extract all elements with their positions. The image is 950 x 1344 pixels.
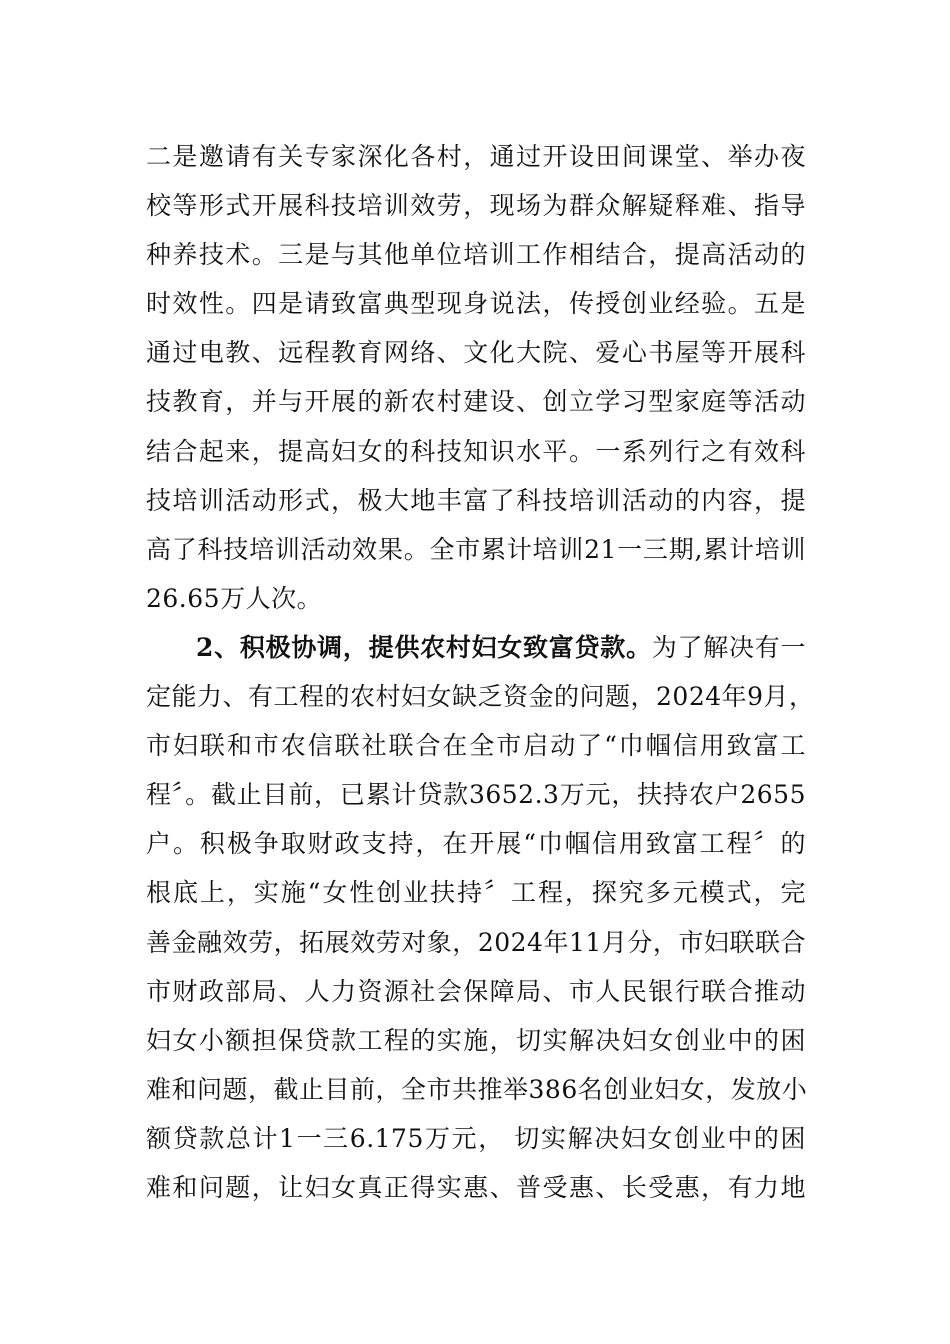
text-line: 根底上，实施“女性创业扶持〞工程，探究多元模式，完: [146, 878, 806, 908]
text-fragment: 为了解决有一: [651, 632, 806, 662]
text-line: 通过电教、远程教育网络、文化大院、爱心书屋等开展科: [146, 338, 806, 368]
text-line: 额贷款总计1一三6.175万元， 切实解决妇女创业中的困: [146, 1123, 806, 1153]
text-line: 市妇联和市农信联社联合在全市启动了“巾帼信用致富工: [146, 731, 806, 761]
paragraph-heading-line: [146, 623, 806, 672]
text-line: 26.65万人次。: [146, 583, 323, 613]
text-line: 妇女小额担保贷款工程的实施，切实解决妇女创业中的困: [146, 1025, 806, 1055]
text-line: 户。积极争取财政支持，在开展“巾帼信用致富工程〞的: [146, 829, 806, 859]
section-heading: 2、积极协调，提供农村妇女致富贷款。: [196, 632, 652, 662]
text-line: 难和问题，截止目前，全市共推举386名创业妇女，发放小: [146, 1074, 808, 1104]
text-line: 难和问题，让妇女真正得实惠、普受惠、长受惠，有力地: [146, 1172, 806, 1202]
text-line: 种养技术。三是与其他单位培训工作相结合，提高活动的: [146, 240, 806, 270]
text-line: 善金融效劳，拓展效劳对象，2024年11月分，市妇联联合: [146, 927, 806, 957]
text-line: 结合起来，提高妇女的科技知识水平。一系列行之有效科: [146, 436, 806, 466]
paragraph-1: [146, 132, 806, 623]
text-line: 校等形式开展科技培训效劳，现场为群众解疑释难、指导: [146, 191, 806, 221]
body-text: [146, 132, 815, 1212]
text-line: 高了科技培训活动效果。全市累计培训21一三期,累计培训: [146, 534, 806, 564]
text-line: 时效性。四是请致富典型现身说法，传授创业经验。五是: [146, 289, 806, 319]
text-line: 定能力、有工程的农村妇女缺乏资金的问题，2024年9月，: [146, 682, 815, 712]
text-line: 技培训活动形式，极大地丰富了科技培训活动的内容，提: [146, 485, 806, 515]
text-line: 程〞。截止目前，已累计贷款3652.3万元，扶持农户2655: [146, 780, 806, 810]
text-line: 二是邀请有关专家深化各村，通过开设田间课堂、举办夜: [146, 142, 806, 171]
text-line: 市财政部局、人力资源社会保障局、市人民银行联合推动: [146, 976, 806, 1006]
paragraph-2: [146, 623, 815, 1212]
text-line: 技教育，并与开展的新农村建设、创立学习型家庭等活动: [146, 387, 806, 417]
